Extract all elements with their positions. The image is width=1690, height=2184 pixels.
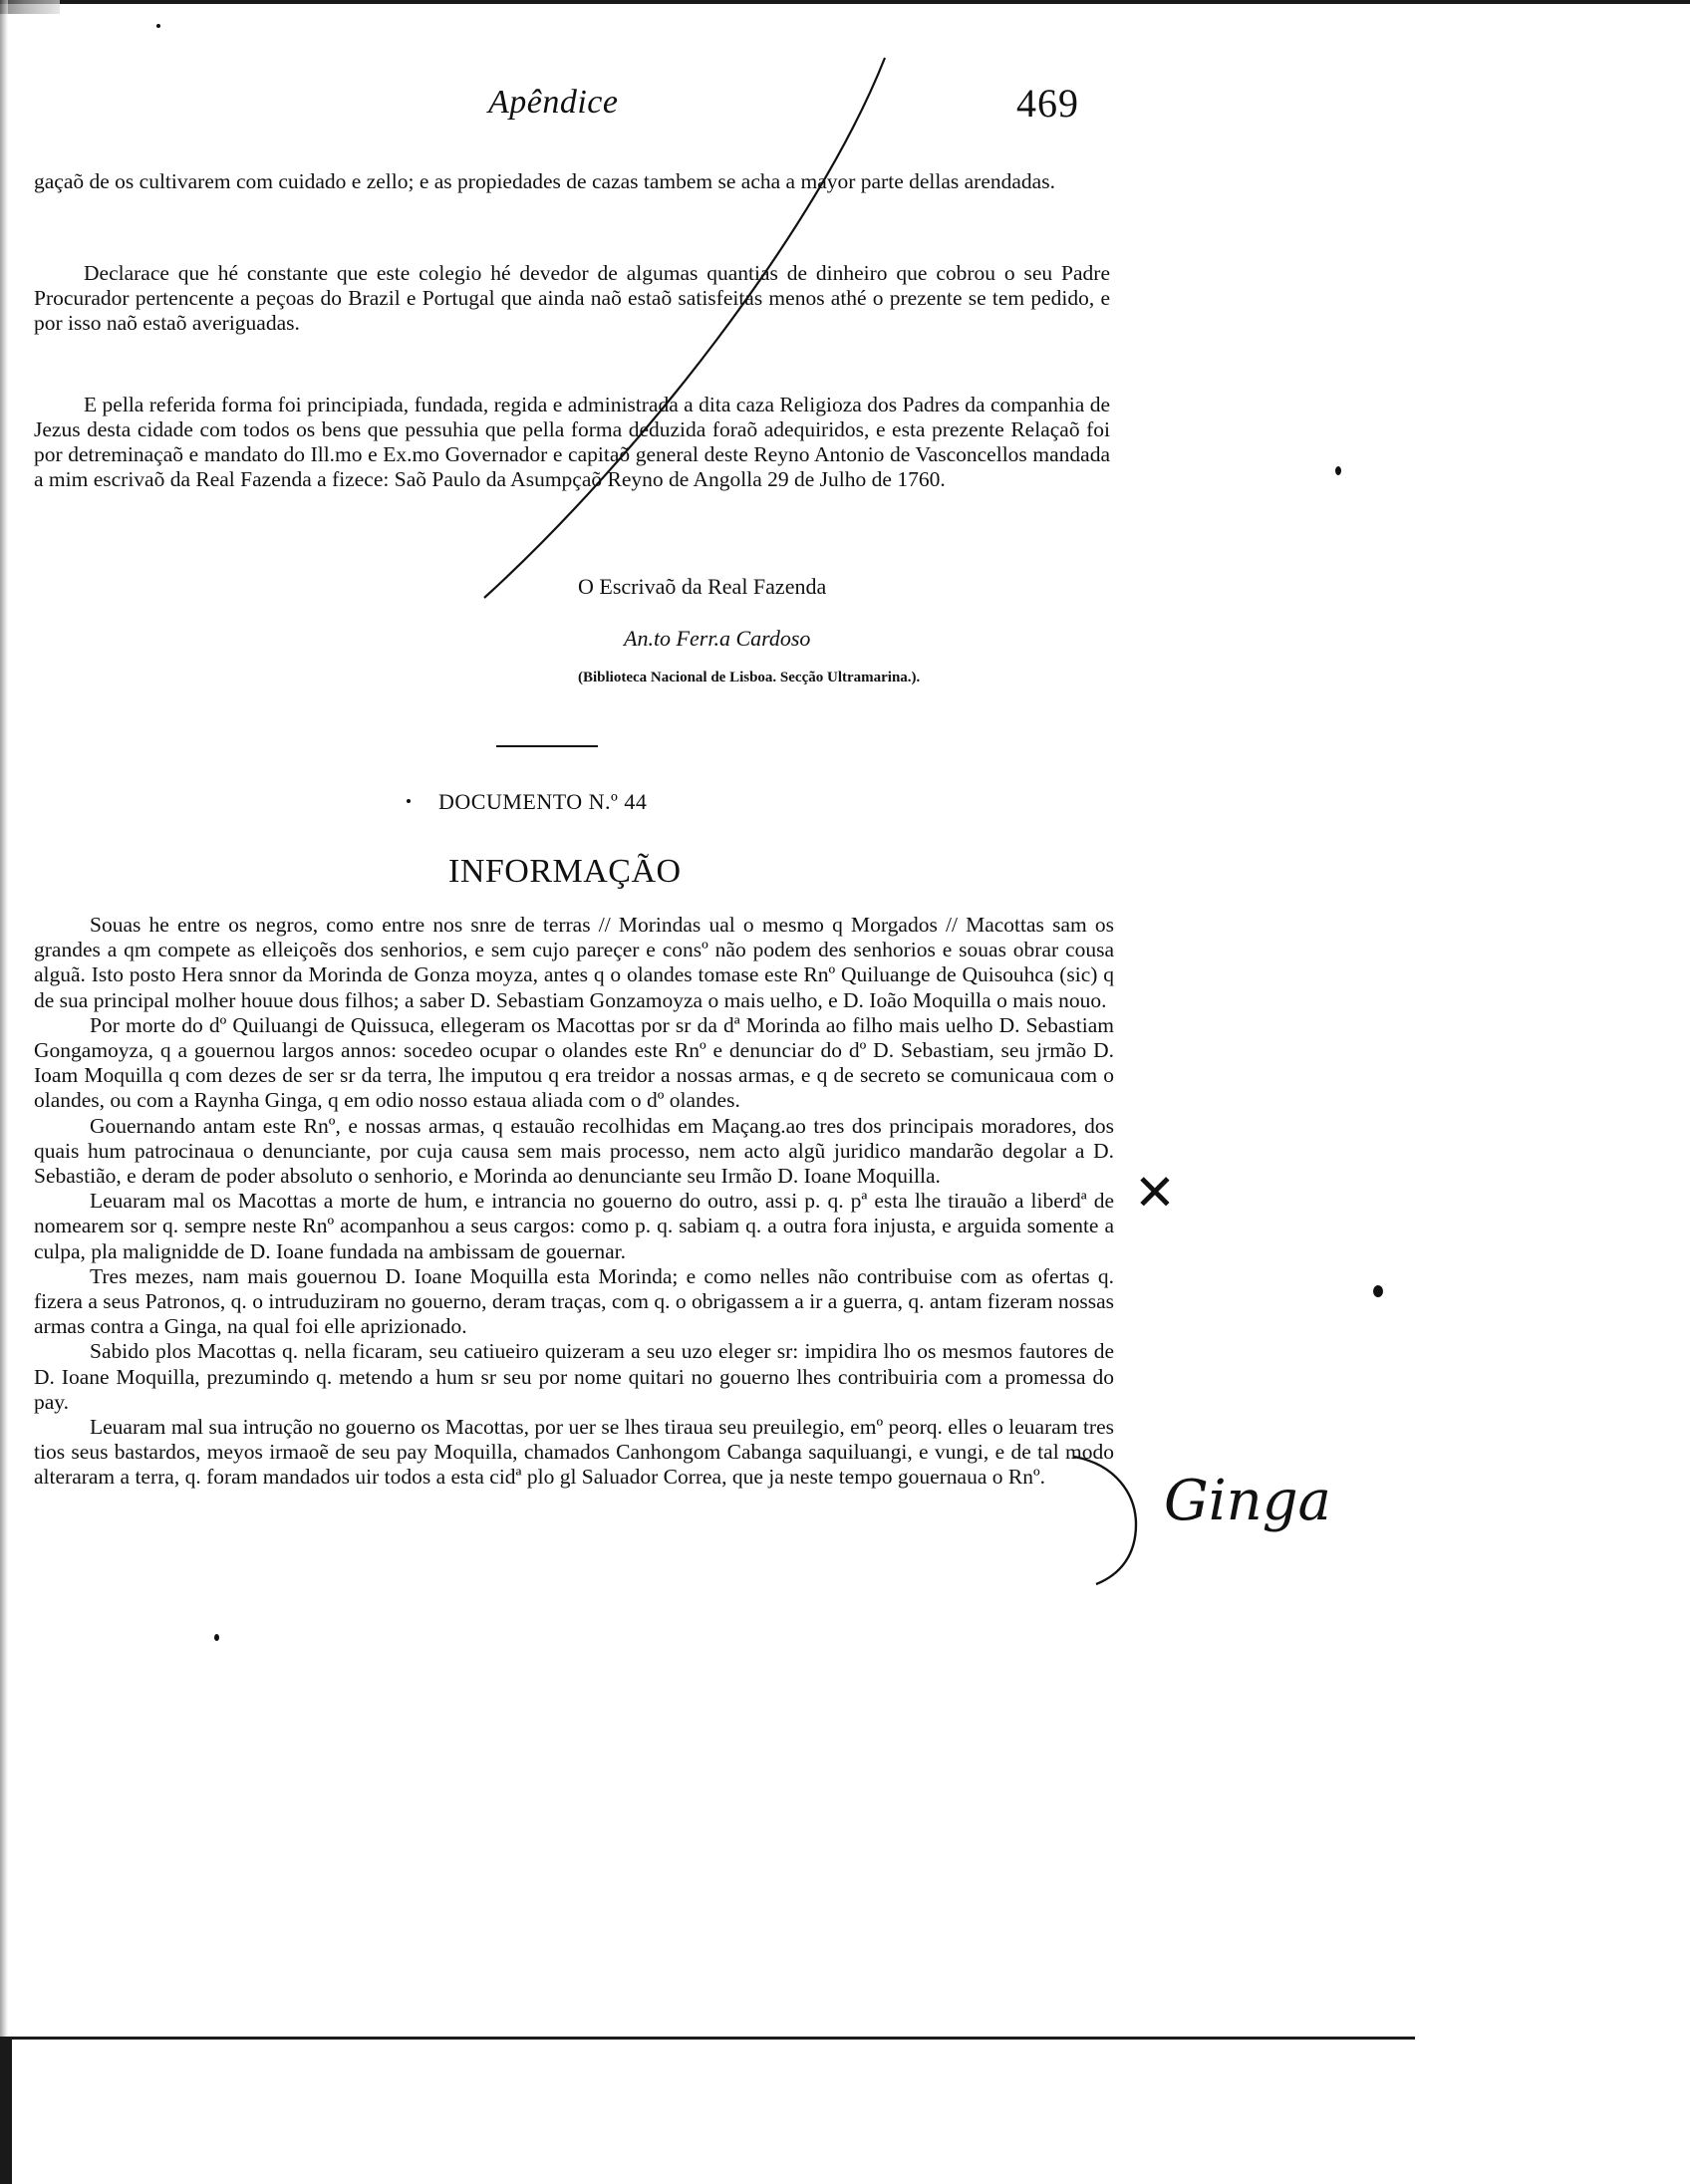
signature-name: An.to Ferr.a Cardoso [624, 626, 811, 651]
body-paragraph: Souas he entre os negros, como entre nos snre de terras // Morindas ual o mesmo q Morgados // Macottas sam os grandes a qm compete as elleiçoẽs dos senhorios, e sem cujo pareçer e consº não podem des senhorios e souas obrar cousa alguã. Isto posto Hera snnor da Morinda de Gonza moyza, antes q o olandes tomase este Rnº Quiluange de Quisouhca (sic) q de sua principal molher houue dous filhos; a saber D. Sebastiam Gonzamoyza o mais uelho, e D. Ioão Moquilla o mais nouo. [34, 913, 1114, 1012]
scan-corner-shadow [0, 0, 60, 14]
body-paragraph: Leuaram mal os Macottas a morte de hum, e intrancia no gouerno do outro, assi p. q. pª esta lhe tirauão a liberdª de nomearem sor q. sempre neste Rnº acompanhou a seus cargos: como p. q. sabiam q. a outra fora injusta, e arguida somente a culpa, pla malignidde de D. Ioane fundada na ambissam de gouernar. [34, 1189, 1114, 1263]
paragraph-declarace [34, 261, 1110, 336]
scan-speck [214, 1634, 219, 1641]
scan-top-edge [0, 0, 1690, 4]
marginal-handwritten-note: Ginga [1164, 1469, 1331, 1533]
document-body [34, 913, 1114, 1491]
source-citation: (Biblioteca Nacional de Lisboa. Secção Ultramarina.). [578, 670, 921, 685]
body-paragraph: Sabido plos Macottas q. nella ficaram, seu catiueiro quizeram a seu uzo eleger sr: impidira lho os mesmos fautores de D. Ioane Moquilla, prezumindo q. metendo a hum sr seu por nome quitari no gouerno lhes contribuiria com a promessa do pay. [34, 1339, 1114, 1414]
paragraph-text: Declarace que hé constante que este colegio hé devedor de algumas quantias de dinheiro que cobrou o seu Padre Procurador pertencente a peçoas do Brazil e Portugal que ainda naõ estaõ satisfeitas menos athé o prezente se tem pedido, e por isso naõ estaõ averiguadas. [34, 261, 1110, 335]
document-heading: DOCUMENTO N.º 44 [438, 789, 648, 814]
running-head: Apêndice [488, 84, 619, 121]
scan-speck [156, 24, 160, 28]
marginal-cross-mark: ✕ [1134, 1164, 1176, 1222]
paragraph-pella [34, 393, 1110, 492]
body-paragraph: Gouernando antam este Rnº, e nossas armas, q estauão recolhidas em Maçang.ao tres dos principais moradores, dos quais hum patrocinaua o denunciante, por cuja causa sem mais processo, nem acto algũ juridico mandarão degolar a D. Sebastião, e deram de poder absoluto o senhorio, e Morinda ao denunciante seu Irmão D. Ioane Moquilla. [34, 1113, 1114, 1189]
scan-left-edge [0, 0, 8, 2184]
body-paragraph: Leuaram mal sua intrução no gouerno os Macottas, por uer se lhes tiraua seu preuilegio, emº peorq. elles o leuaram tres tios seus bastardos, meyos irmaoẽ de seu pay Moquilla, chamados Canhongom Cabanga saquiluangi, e vungi, e de tal modo alteraram a terra, q. foram mandados uir todos a esta cidª plo gl Saluador Correa, que ja neste tempo gouernaua o Rnº. [34, 1415, 1114, 1490]
scan-speck [1335, 466, 1341, 475]
signature-title: O Escrivaõ da Real Fazenda [578, 574, 827, 599]
document-subheading: INFORMAÇÃO [448, 853, 682, 890]
scan-bottom-edge [0, 2037, 1415, 2040]
page-number: 469 [1016, 81, 1079, 126]
scan-bottom-left-bar [0, 2037, 12, 2184]
scan-speck [1373, 1285, 1383, 1297]
section-separator [496, 745, 598, 747]
continuation-paragraph: gaçaõ de os cultivarem com cuidado e zello; e as propiedades de cazas tambem se acha a mayor parte dellas arendadas. [34, 169, 1055, 193]
scan-speck [407, 799, 411, 803]
body-paragraph: Tres mezes, nam mais gouernou D. Ioane Moquilla esta Morinda; e como nelles não contribuise com as ofertas q. fizera a seus Patronos, q. o intruduziram no gouerno, deram traças, com q. o obrigassem a ir a guerra, q. antam fizeram nossas armas contra a Ginga, na qual foi elle aprizionado. [34, 1263, 1114, 1339]
paragraph-text: E pella referida forma foi principiada, fundada, regida e administrada a dita caza Religioza dos Padres da companhia de Jezus desta cidade com todos os bens que pessuhia que pella forma deduzida foraõ adequiridos, e esta prezente Relaçaõ foi por detreminaçaõ e mandato do Ill.mo e Ex.mo Governador e capitaõ general deste Reyno Antonio de Vasconcellos mandada a mim escrivaõ da Real Fazenda a fizece: Saõ Paulo da Asumpçaõ Reyno de Angolla 29 de Julho de 1760. [34, 393, 1110, 491]
body-paragraph: Por morte do dº Quiluangi de Quissuca, ellegeram os Macottas por sr da dª Morinda ao filho mais uelho D. Sebastiam Gongamoyza, q a gouernou largos annos: socedeo ocupar o olandes este Rnº e denunciar do dº D. Sebastiam, seu jrmão D. Ioam Moquilla q com dezes de ser sr da terra, lhe imputou q era treidor a nossas armas, e q de secreto se comunicaua com o olandes, ou com a Raynha Ginga, q em odio nosso estaua aliada com o dº olandes. [34, 1012, 1114, 1113]
